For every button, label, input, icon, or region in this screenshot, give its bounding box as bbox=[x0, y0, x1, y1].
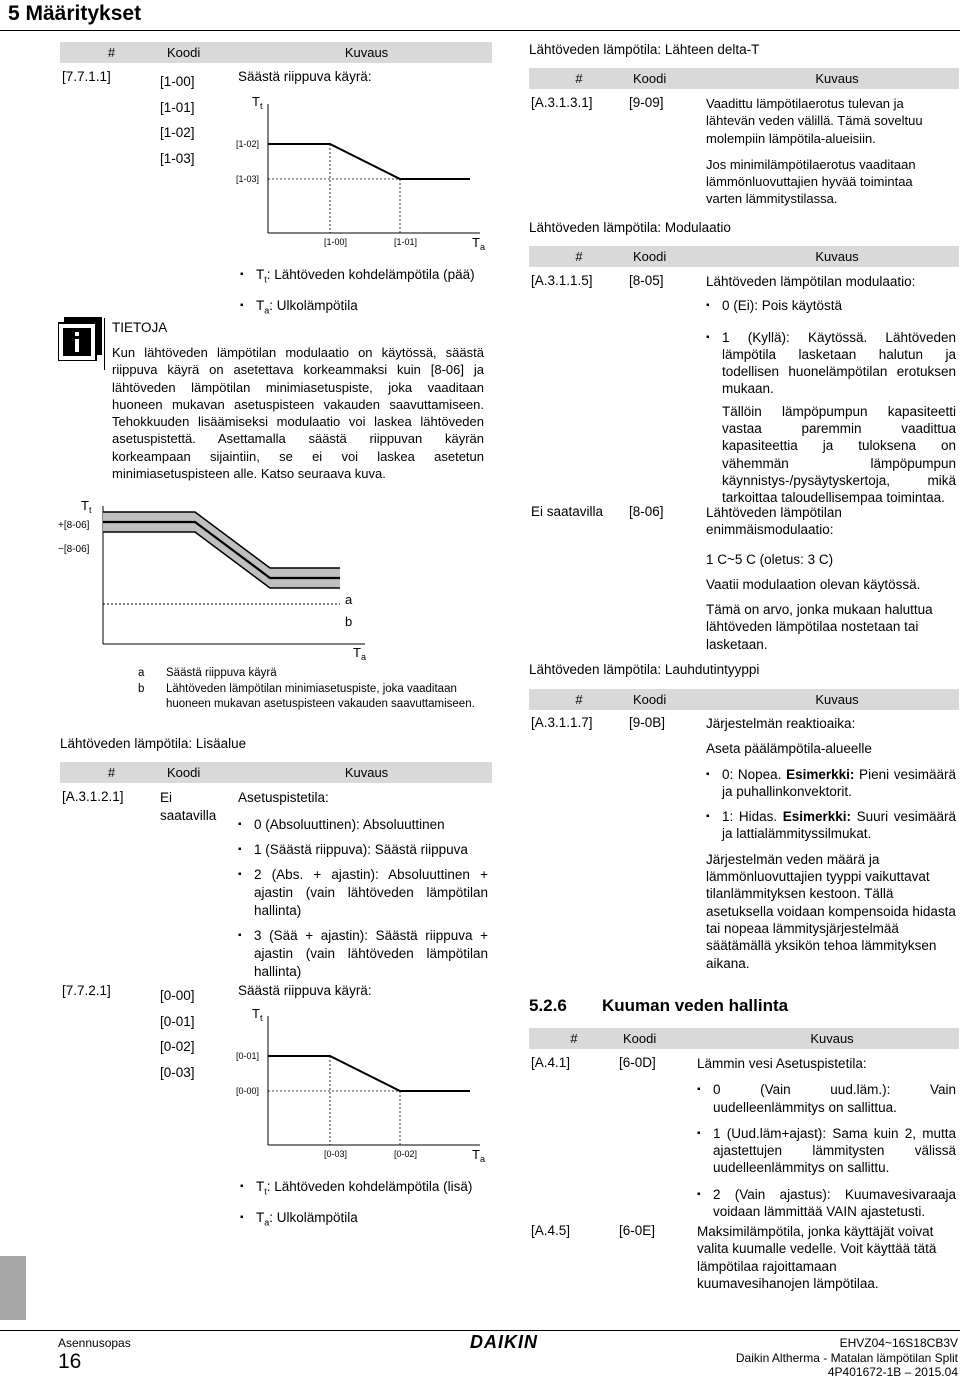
page-heading: 5 Määritykset bbox=[8, 2, 142, 25]
heading-rule bbox=[0, 30, 960, 31]
section-title-lisaalue: Lähtöveden lämpötila: Lisäalue bbox=[60, 736, 247, 751]
code-90b: [9-0B] bbox=[629, 715, 666, 730]
col-hash: # bbox=[529, 689, 629, 710]
legend-item: ▪ $T_a$: Ulkolämpötila bbox=[240, 293, 475, 324]
code-60e: [6-0E] bbox=[619, 1223, 656, 1238]
ref-a41: [A.4.1] bbox=[531, 1055, 571, 1070]
bullet-item: ▪ 1 (Säästä riippuva): Säästä riippuva bbox=[238, 841, 488, 859]
desc-saasta-2: Säästä riippuva käyrä: bbox=[238, 983, 372, 998]
chart2-ysub: t bbox=[89, 505, 92, 515]
ref-a3131: [A.3.1.3.1] bbox=[531, 95, 593, 110]
table-saasta-paa bbox=[60, 42, 492, 63]
code-list-1 bbox=[160, 69, 195, 171]
col-code: Koodi bbox=[163, 762, 241, 783]
chart1-xlabel: T bbox=[472, 235, 480, 250]
table-kuuma-header bbox=[529, 1028, 959, 1049]
legend-2 bbox=[240, 1174, 472, 1235]
chart1-ysub: t bbox=[260, 101, 263, 111]
code-806: [8-06] bbox=[629, 504, 664, 519]
note-text: Tämä on arvo, jonka mukaan haluttua lähtöveden lämpötilaa nostetaan tai lasketaan. bbox=[706, 602, 933, 652]
chart1-curve bbox=[268, 144, 470, 179]
chart3-ytick: [0-00] bbox=[236, 1086, 260, 1096]
ref-ei-saatavilla: Ei saatavilla bbox=[531, 504, 604, 519]
desc-modulaatio: Lähtöveden lämpötilan modulaatio: ▪ 0 (Ei): Pois käytöstä ▪ 1 (Kyllä): Käytössä. Lähtöveden lämpötila lasketaan halutun ja todellisen huonelämpötilan erotuksen mukaan. Tällöin lämpöpumpun kapasiteetti vastaa paremmin vaadittua kapasiteettia ja tuloksena on vähemmän lämpöpumpun käynnistys-/pysäytyskertoja, mikä tarkoittaa taloudellisempaa toimintaa. bbox=[706, 273, 956, 507]
bullet-item: ▪ 3 (Sää + ajastin): Säästä riippuva + ajastin (vain lähtöveden lämpötilan hallinta) bbox=[238, 927, 488, 981]
col-hash: # bbox=[529, 1028, 619, 1049]
legend-item: ▪ $T_a$: Ulkolämpötila bbox=[240, 1205, 472, 1236]
desc-delta bbox=[706, 95, 940, 208]
desc-kuuma: Lämmin vesi Asetuspistetila: ▪ 0 (Vain uud.läm.): Vain uudelleenlämmitys on sallittua. ▪ 1 (Uud.läm+ajast): Sama kuin 2, mutta ajastettujen lämmitysten välissä uudelleenlämmitys on sallittu. ▪ 2 (Vain ajastus): Kuumavesivaraaja voidaan lämmittää VAIN ajastetusti. bbox=[697, 1055, 956, 1225]
col-code: Koodi bbox=[163, 42, 241, 63]
bullet-cont: Tällöin lämpöpumpun kapasiteetti vastaa paremmin vaadittua kapasiteettia ja tuloksena on vähemmän lämpöpumpun käynnistys-/pysäytyskertoja, mikä tarkoittaa taloudellisempaa toimintaa. bbox=[722, 403, 956, 506]
section-title-modulaatio: Lähtöveden lämpötila: Modulaatio bbox=[529, 220, 731, 235]
footer-model: EHVZ04~16S18CB3V bbox=[839, 1336, 958, 1350]
code-item: [0-02] bbox=[160, 1039, 195, 1054]
bullet-item: ▪ 0 (Vain uud.läm.): Vain uudelleenlämmitys on sallittua. bbox=[697, 1081, 956, 1116]
code-ei-saatavilla: Ei saatavilla bbox=[160, 790, 217, 823]
bullet-item: ▪ 1 (Uud.läm+ajast): Sama kuin 2, mutta ajastettujen lämmitysten välissä uudelleenlämmitys on sallittu. bbox=[697, 1125, 956, 1177]
daikin-logo: DAIKIN bbox=[470, 1332, 538, 1352]
chart-saasta-paa bbox=[230, 90, 492, 252]
col-desc: Kuvaus bbox=[241, 42, 492, 63]
info-title: TIETOJA bbox=[112, 320, 168, 335]
page-number: 16 bbox=[58, 1350, 82, 1373]
section-title-delta: Lähtöveden lämpötila: Lähteen delta-T bbox=[529, 42, 760, 57]
chart3-curve bbox=[268, 1056, 470, 1091]
footer-right bbox=[736, 1336, 958, 1380]
chart2-xsub: a bbox=[361, 652, 367, 662]
chart3-xtick: [0-03] bbox=[324, 1149, 348, 1159]
chart3-ytick: [0-01] bbox=[236, 1051, 260, 1061]
ref-a3117: [A.3.1.1.7] bbox=[531, 715, 593, 730]
ref-7721: [7.7.2.1] bbox=[62, 983, 111, 998]
col-hash: # bbox=[60, 762, 163, 783]
chart1-ytick: [1-03] bbox=[236, 174, 260, 184]
code-item: [1-03] bbox=[160, 150, 195, 166]
chart2-label-a: a bbox=[345, 592, 353, 607]
desc-lauhdutin: Järjestelmän reaktioaika: Aseta päälämpötila-alueelle ▪ 0: Nopea. Esimerkki: Pieni vesimäärä ja puhallinkonvektorit. ▪ 1: Hidas. Esimerkki: Suuri vesimäärä ja lattialämmityssilmukat. Järjestelmän veden määrä ja lämmönluovuttajien tyyppi vaikuttavat tilanlämmityksen kestoon. Tällä asetuksella voidaan kompensoida hidasta tai nopeaa lämmitysjärjestelmää säätämällä yksikön tehoa lämmityksen aikana. bbox=[706, 715, 956, 972]
legend-item: ▪ $T_t$: Lähtöveden kohdelämpötila (pää) bbox=[240, 262, 475, 293]
legend-1 bbox=[240, 262, 475, 323]
chart2-ytick: −[8-06] bbox=[58, 544, 90, 555]
chart3-xlabel: T bbox=[472, 1147, 480, 1162]
chart-modulaatio bbox=[55, 494, 375, 664]
col-code: Koodi bbox=[619, 1028, 705, 1049]
note-text: Vaatii modulaation olevan käytössä. bbox=[706, 576, 921, 592]
col-code: Koodi bbox=[629, 68, 715, 89]
bullet-item: ▪ 0: Nopea. Esimerkki: Pieni vesimäärä ja puhallinkonvektorit. bbox=[706, 766, 956, 801]
chart2-xlabel: T bbox=[353, 645, 361, 660]
desc-asetuspistetila: Asetuspistetila: ▪ 0 (Absoluuttinen): Absoluuttinen ▪ 1 (Säästä riippuva): Säästä riippuva ▪ 2 (Abs. + ajastin): Absoluuttinen + ajastin (vain lähtöveden lämpötilan hallinta) ▪ 3 (Sää + ajastin): Säästä riippuva + ajastin (vain lähtöveden lämpötilan hallinta) bbox=[238, 789, 488, 986]
bullet-item: ▪ 2 (Vain ajastus): Kuumavesivaraaja voidaan lämmittää VAIN ajastetusti. bbox=[697, 1186, 956, 1221]
table-lauhdutin-header bbox=[529, 689, 959, 710]
info-legend bbox=[138, 666, 486, 713]
chart1-xtick: [1-00] bbox=[324, 237, 348, 247]
chart2-ylabel: T bbox=[81, 498, 89, 513]
chapter-tab-marker bbox=[0, 1256, 26, 1320]
code-item: [0-00] bbox=[160, 988, 195, 1003]
col-code: Koodi bbox=[629, 689, 715, 710]
code-item: [1-01] bbox=[160, 99, 195, 115]
code-item: [0-03] bbox=[160, 1064, 195, 1080]
footer-product: Daikin Altherma - Matalan lämpötilan Split bbox=[735, 1350, 958, 1365]
bullet-item: ▪ 0 (Ei): Pois käytöstä bbox=[706, 297, 956, 314]
code-60d: [6-0D] bbox=[619, 1055, 656, 1070]
ref-a45: [A.4.5] bbox=[531, 1223, 571, 1238]
ref-a3115: [A.3.1.1.5] bbox=[531, 273, 593, 288]
code-item: [1-02] bbox=[160, 125, 195, 140]
col-desc: Kuvaus bbox=[715, 68, 959, 89]
note-text: Aseta päälämpötila-alueelle bbox=[706, 741, 872, 757]
chart1-xtick: [1-01] bbox=[394, 237, 418, 247]
chart-saasta-lisa bbox=[230, 1002, 492, 1164]
info-icon bbox=[58, 317, 102, 361]
bullet-item: ▪ 0 (Absoluuttinen): Absoluuttinen bbox=[238, 816, 488, 834]
col-hash: # bbox=[529, 246, 629, 267]
col-code: Koodi bbox=[629, 246, 715, 267]
info-legend-b: b Lähtöveden lämpötilan minimiasetuspiste, joka vaaditaan huoneen mukavan asetuspisteen vakauden saavuttamiseen. bbox=[138, 682, 475, 710]
code-item: [0-01] bbox=[160, 1013, 195, 1029]
section-number-526: 5.2.6 bbox=[529, 996, 567, 1015]
chart1-xsub: a bbox=[480, 242, 486, 252]
range-text: 1 C~5 C (oletus: 3 C) bbox=[706, 551, 834, 567]
chart1-ytick: [1-02] bbox=[236, 139, 260, 149]
chart3-xsub: a bbox=[480, 1154, 486, 1164]
col-desc: Kuvaus bbox=[715, 246, 959, 267]
col-desc: Kuvaus bbox=[715, 689, 959, 710]
info-text: Kun lähtöveden lämpötilan modulaatio on käytössä, säästä riippuva käyrä on asetettava korkeammaksi kuin [8-06] ja lähtöveden lämpötilan minimiasetuspiste, joka vaaditaan huoneen mukavan asetuspisteen vakauden saavuttamiseen. Tehokkuuden lisäämiseksi modulaatio voi laskea lähtöveden asetuspistettä. Asettamalla säästä riippuvan käyrän korkeampaan sijaintiin, se ei voi laskea asetetun minimiasetuspisteen alle. Katso seuraava kuva. bbox=[112, 345, 484, 482]
table-delta-header bbox=[529, 68, 959, 89]
chart2-band bbox=[103, 512, 340, 588]
col-desc: Kuvaus bbox=[241, 762, 492, 783]
legend-item: ▪ $T_t$: Lähtöveden kohdelämpötila (lisä) bbox=[240, 1174, 472, 1205]
chart1-ylabel: T bbox=[252, 94, 260, 109]
chart2-label-b: b bbox=[345, 614, 353, 629]
chart3-xtick: [0-02] bbox=[394, 1149, 418, 1159]
delta-p2: Jos minimilämpötilaerotus vaaditaan lämmönluovuttajien hyvää toimintaa varten lämmitystilassa. bbox=[706, 156, 916, 207]
section-title-kuuma: Kuuman veden hallinta bbox=[602, 996, 789, 1015]
table-lisaalue-header bbox=[60, 762, 492, 783]
code-909: [9-09] bbox=[629, 95, 664, 110]
desc-saasta-1: Säästä riippuva käyrä: bbox=[238, 69, 372, 84]
footer-doc-title: Asennusopas bbox=[58, 1336, 131, 1350]
info-divider bbox=[104, 318, 105, 370]
col-hash: # bbox=[60, 42, 163, 63]
chart2-ytick: +[8-06] bbox=[58, 520, 90, 531]
code-list-2 bbox=[160, 983, 195, 1085]
code-805: [8-05] bbox=[629, 273, 664, 288]
ref-7711: [7.7.1.1] bbox=[62, 69, 111, 84]
footer-rule bbox=[0, 1330, 960, 1331]
col-desc: Kuvaus bbox=[705, 1028, 959, 1049]
bullet-item: ▪ 1: Hidas. Esimerkki: Suuri vesimäärä ja lattialämmityssilmukat. bbox=[706, 808, 956, 843]
desc-max-modulaatio: Lähtöveden lämpötilan enimmäismodulaatio: 1 C~5 C (oletus: 3 C) Vaatii modulaation olevan käytössä. Tämä on arvo, jonka mukaan haluttua lähtöveden lämpötilaa nostetaan tai lasketaan. bbox=[706, 504, 954, 653]
delta-p1: Vaadittu lämpötilaerotus tulevan ja lähtevän veden välillä. Tämä soveltuu molempiin lämpötila-alueisiin. bbox=[706, 96, 923, 146]
col-hash: # bbox=[529, 68, 629, 89]
bullet-item: ▪ 1 (Kyllä): Käytössä. Lähtöveden lämpötila lasketaan halutun ja todellisen huonelämpötilan erotuksen mukaan. bbox=[706, 329, 956, 398]
ref-a3121: [A.3.1.2.1] bbox=[62, 789, 124, 804]
info-legend-a: a Säästä riippuva käyrä bbox=[138, 667, 277, 679]
note-text: Järjestelmän veden määrä ja lämmönluovuttajien tyyppi vaikuttavat tilanlämmityksen kestoon. Tällä asetuksella voidaan kompensoida hidasta tai nopeaa lämmitysjärjestelmää säätämällä yksikön tehoa lämmityksen aikana. bbox=[706, 851, 956, 971]
chart3-ylabel: T bbox=[252, 1006, 260, 1021]
chart3-ysub: t bbox=[260, 1013, 263, 1023]
code-item: [1-00] bbox=[160, 74, 195, 89]
section-title-lauhdutin: Lähtöveden lämpötila: Lauhdutintyyppi bbox=[529, 662, 760, 677]
desc-maksimilampotila: Maksimilämpötila, jonka käyttäjät voivat valita kuumalle vedelle. Voit käyttää tätä lämpötilaa rajoittamaan kuumavesihanojen lämpötilaa. bbox=[697, 1224, 937, 1291]
table-modulaatio-header bbox=[529, 246, 959, 267]
footer-docnum: 4P401672-1B – 2015.04 bbox=[827, 1365, 958, 1379]
bullet-item: ▪ 2 (Abs. + ajastin): Absoluuttinen + ajastin (vain lähtöveden lämpötilan hallinta) bbox=[238, 866, 488, 920]
